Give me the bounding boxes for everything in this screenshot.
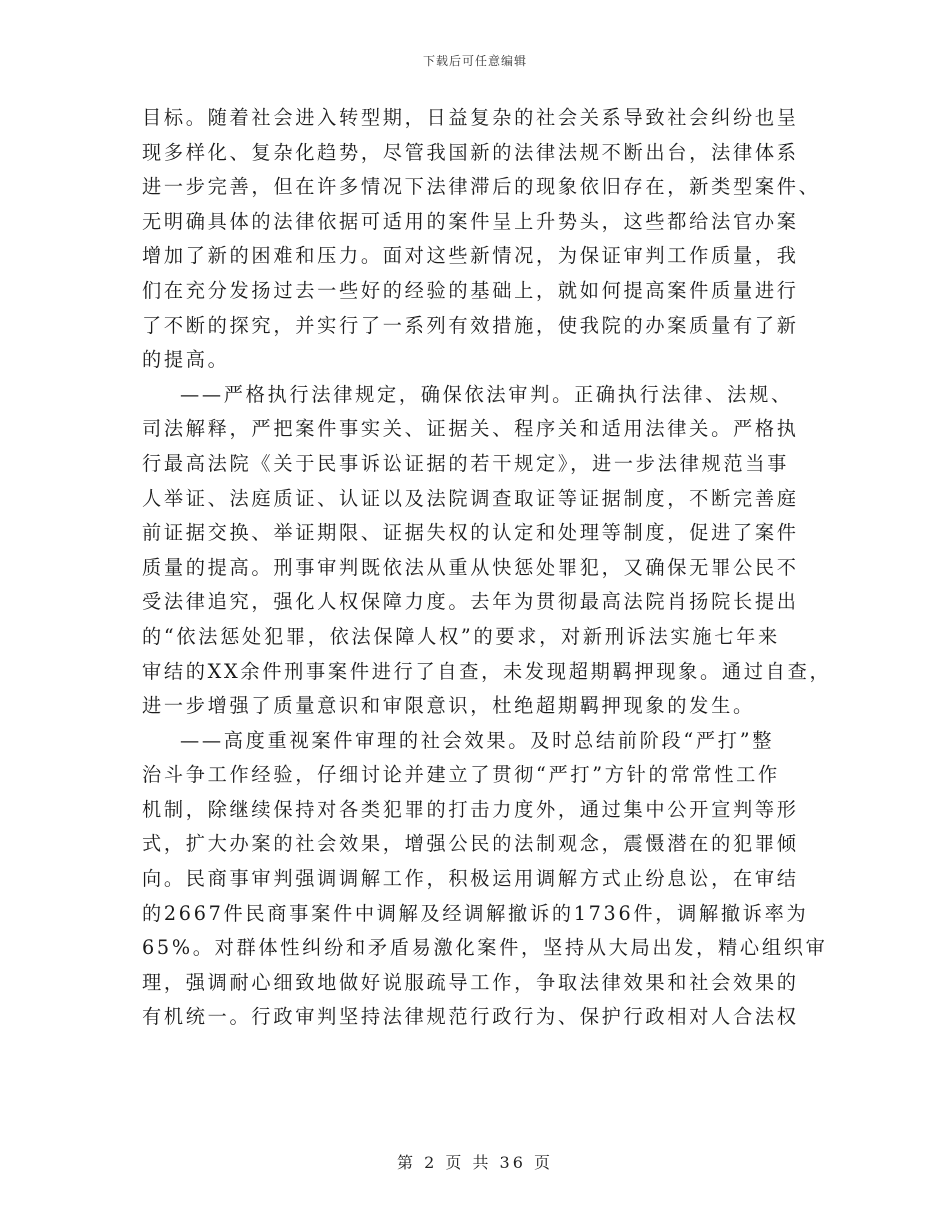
text-line: 理，强调耐心细致地做好说服疏导工作，争取法律效果和社会效果的 bbox=[142, 970, 799, 994]
text-line: 了不断的探究，并实行了一系列有效措施，使我院的办案质量有了新 bbox=[142, 313, 799, 337]
text-line: 人举证、法庭质证、认证以及法院调查取证等证据制度，不断完善庭 bbox=[142, 486, 799, 510]
page-number-footer: 第 2 页 共 36 页 bbox=[397, 1153, 553, 1172]
text-line: ——严格执行法律规定，确保依法审判。正确执行法律、法规、 bbox=[180, 382, 793, 406]
text-line: 行最高法院《关于民事诉讼证据的若干规定》，进一步法律规范当事 bbox=[142, 451, 790, 475]
text-line: ——高度重视案件审理的社会效果。及时总结前阶段“严打”整 bbox=[180, 728, 775, 752]
text-line: 有机统一。行政审判坚持法律规范行政行为、保护行政相对人合法权 bbox=[142, 1005, 799, 1029]
page-header: 下载后可任意编辑 bbox=[422, 54, 527, 68]
text-line: 65%。对群体性纠纷和矛盾易激化案件，坚持从大局出发，精心组织审 bbox=[142, 936, 828, 960]
text-line: 质量的提高。刑事审判既依法从重从快惩处罪犯，又确保无罪公民不 bbox=[142, 555, 799, 579]
text-line: 审结的XX余件刑事案件进行了自查，未发现超期羁押现象。通过自查， bbox=[142, 659, 832, 683]
text-line: 机制，除继续保持对各类犯罪的打击力度外，通过集中公开宣判等形 bbox=[142, 797, 799, 821]
text-line: 司法解释，严把案件事实关、证据关、程序关和适用法律关。严格执 bbox=[142, 417, 799, 441]
document-body bbox=[142, 101, 832, 1035]
text-line: 增加了新的困难和压力。面对这些新情况，为保证审判工作质量，我 bbox=[142, 244, 799, 268]
text-line: 前证据交换、举证期限、证据失权的认定和处理等制度，促进了案件 bbox=[142, 521, 799, 545]
text-line: 进一步增强了质量意识和审限意识，杜绝超期羁押现象的发生。 bbox=[142, 694, 755, 718]
text-line: 目标。随着社会进入转型期，日益复杂的社会关系导致社会纠纷也呈 bbox=[142, 106, 799, 129]
text-line: 进一步完善，但在许多情况下法律滞后的现象依旧存在，新类型案件、 bbox=[142, 175, 821, 199]
text-line: 现多样化、复杂化趋势，尽管我国新的法律法规不断出台，法律体系 bbox=[142, 140, 799, 164]
text-line: 的“依法惩处犯罪，依法保障人权”的要求，对新刑诉法实施七年来 bbox=[142, 624, 780, 648]
text-line: 治斗争工作经验，仔细讨论并建立了贯彻“严打”方针的常常性工作 bbox=[142, 763, 780, 787]
text-line: 无明确具体的法律依据可适用的案件呈上升势头，这些都给法官办案 bbox=[142, 209, 799, 233]
text-line: 向。民商事审判强调调解工作，积极运用调解方式止纷息讼，在审结 bbox=[142, 867, 799, 891]
text-line: 的提高。 bbox=[142, 348, 230, 372]
text-line: 式，扩大办案的社会效果，增强公民的法制观念，震慑潜在的犯罪倾 bbox=[142, 832, 799, 856]
text-line: 受法律追究，强化人权保障力度。去年为贯彻最高法院肖扬院长提出 bbox=[142, 590, 799, 614]
text-line: 的2667件民商事案件中调解及经调解撤诉的1736件，调解撤诉率为 bbox=[142, 901, 809, 925]
text-line: 们在充分发扬过去一些好的经验的基础上，就如何提高案件质量进行 bbox=[142, 278, 799, 302]
